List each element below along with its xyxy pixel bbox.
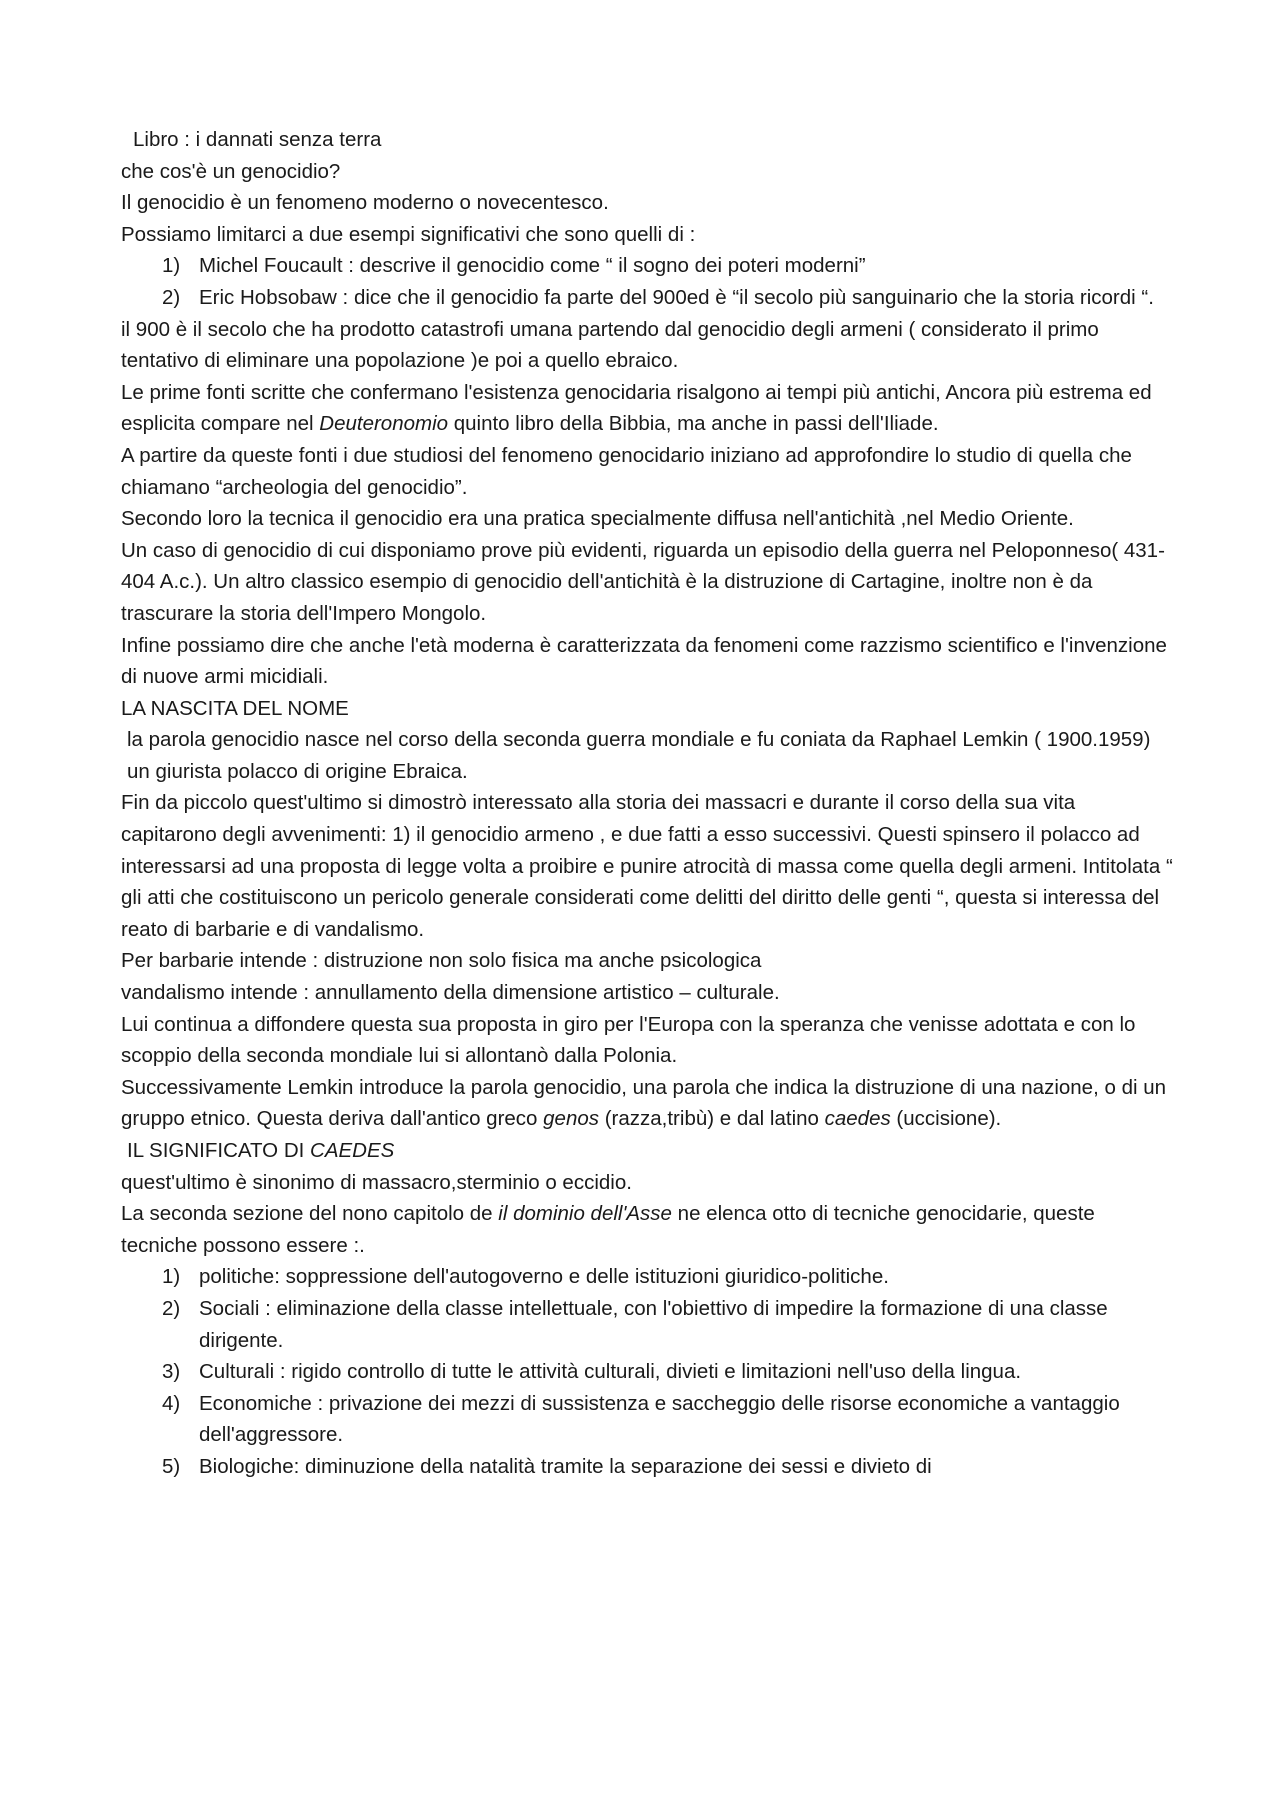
text-run: Le prime fonti scritte che confermano l'esistenza genocidaria risalgono ai tempi più antichi, Ancora più estrema ed esplicita compare nel	[121, 380, 1152, 436]
list-item	[121, 1356, 1173, 1388]
text-run: La seconda sezione del nono capitolo de	[121, 1202, 499, 1226]
text-run: (razza,tribù) e dal latino	[599, 1107, 825, 1131]
list-item	[121, 282, 1173, 314]
paragraph: A partire da queste fonti i due studiosi del fenomeno genocidario iniziano ad approfondire lo studio di quella che chiamano “archeologia del genocidio”.	[121, 443, 1132, 499]
list-item-text: Michel Foucault : descrive il genocidio come “ il sogno dei poteri moderni”	[199, 254, 866, 278]
list-item-text: politiche: soppressione dell'autogoverno e delle istituzioni giuridico-politiche.	[199, 1265, 889, 1289]
list-item	[121, 1293, 1173, 1356]
italic-word: CAEDES	[310, 1139, 395, 1162]
list-item-text: Biologiche: diminuzione della natalità tramite la separazione dei sessi e divieto di	[199, 1454, 932, 1478]
paragraph: vandalismo intende : annullamento della dimensione artistico – culturale.	[121, 981, 780, 1005]
list-item-text: Eric Hobsobaw : dice che il genocidio fa parte del 900ed è “il secolo più sanguinario che la storia ricordi “.	[199, 285, 1154, 309]
paragraph: Infine possiamo dire che anche l'età moderna è caratterizzata da fenomeni come razzismo scientifico e l'invenzione di nuove armi micidiali.	[121, 633, 1167, 689]
list-item-text: Economiche : privazione dei mezzi di sussistenza e saccheggio delle risorse economiche a vantaggio dell'aggressore.	[199, 1391, 1120, 1447]
paragraph: il 900 è il secolo che ha prodotto catastrofi umana partendo dal genocidio degli armeni ( considerato il primo tentativo di eliminare una popolazione )e poi a quello ebraico.	[121, 317, 1099, 373]
list-number: 2)	[162, 285, 181, 309]
question-line: che cos'è un genocidio?	[121, 159, 341, 183]
list-number: 4)	[162, 1391, 181, 1415]
list-item-text: Culturali : rigido controllo di tutte le attività culturali, divieti e limitazioni nell'uso della lingua.	[199, 1360, 1022, 1384]
text-run: ne elenca otto di tecniche genocidarie, queste tecniche possono essere :.	[121, 1202, 1095, 1257]
italic-word: genos	[543, 1107, 600, 1131]
paragraph	[121, 1198, 1173, 1261]
authors-list	[121, 250, 1173, 313]
book-title: Libro : i dannati senza terra	[133, 128, 382, 151]
list-item-text: Sociali : eliminazione della classe intellettuale, con l'obiettivo di impedire la formazione di una classe dirigente.	[199, 1296, 1108, 1352]
list-number: 1)	[162, 1265, 181, 1289]
text-run: quinto libro della Bibbia, ma anche in passi dell'Iliade.	[448, 412, 939, 436]
paragraph: la parola genocidio nasce nel corso della seconda guerra mondiale e fu coniata da Raphael Lemkin ( 1900.1959) un giurista polacco di origine Ebraica.	[127, 728, 1151, 783]
list-item	[121, 250, 1173, 282]
paragraph: Possiamo limitarci a due esempi significativi che sono quelli di :	[121, 222, 696, 246]
paragraph	[121, 377, 1173, 440]
section-heading	[121, 1135, 1173, 1167]
paragraph	[121, 1072, 1173, 1135]
list-number: 1)	[162, 254, 181, 278]
paragraph: Fin da piccolo quest'ultimo si dimostrò interessato alla storia dei massacri e durante il corso della sua vita capitarono degli avvenimenti: 1) il genocidio armeno , e due fatti a esso successivi. Questi spinsero il polacco ad interessarsi ad una proposta di legge volta a proibire e punire atrocità di massa come quella degli armeni. Intitolata “ gli atti che costituiscono un pericolo generale considerati come delitti del diritto delle genti “, questa si interessa del reato di barbarie e di vandalismo.	[121, 791, 1173, 941]
paragraph: Un caso di genocidio di cui disponiamo prove più evidenti, riguarda un episodio della guerra nel Peloponneso( 431-404 A.c.). Un altro classico esempio di genocidio dell'antichità è la distruzione di Cartagine, inoltre non è da trascurare la storia dell'Impero Mongolo.	[121, 538, 1165, 625]
paragraph: Secondo loro la tecnica il genocidio era una pratica specialmente diffusa nell'antichità ,nel Medio Oriente.	[121, 507, 1074, 531]
italic-title: Deuteronomio	[319, 412, 449, 436]
text-run: Successivamente Lemkin introduce la parola genocidio, una parola che indica la distruzione di una nazione, o di un gruppo etnico. Questa deriva dall'antico greco	[121, 1075, 1167, 1131]
italic-title: il dominio dell'Asse	[498, 1202, 672, 1226]
paragraph: Per barbarie intende : distruzione non solo fisica ma anche psicologica	[121, 949, 762, 973]
document-page	[121, 124, 1173, 1483]
heading-text: IL SIGNIFICATO DI	[127, 1139, 311, 1162]
list-number: 5)	[162, 1454, 181, 1478]
paragraph: Lui continua a diffondere questa sua proposta in giro per l'Europa con la speranza che venisse adottata e con lo scoppio della seconda mondiale lui si allontanò dalla Polonia.	[121, 1012, 1136, 1068]
section-heading: LA NASCITA DEL NOME	[121, 696, 349, 720]
list-item	[121, 1261, 1173, 1293]
list-number: 2)	[162, 1296, 181, 1320]
list-item	[121, 1388, 1173, 1451]
text-run: (uccisione).	[890, 1107, 1002, 1131]
paragraph: quest'ultimo è sinonimo di massacro,sterminio o eccidio.	[121, 1170, 632, 1194]
paragraph: Il genocidio è un fenomeno moderno o novecentesco.	[121, 191, 609, 215]
list-number: 3)	[162, 1360, 181, 1384]
italic-word: caedes	[824, 1107, 891, 1131]
list-item	[121, 1451, 1173, 1483]
techniques-list	[121, 1261, 1173, 1482]
